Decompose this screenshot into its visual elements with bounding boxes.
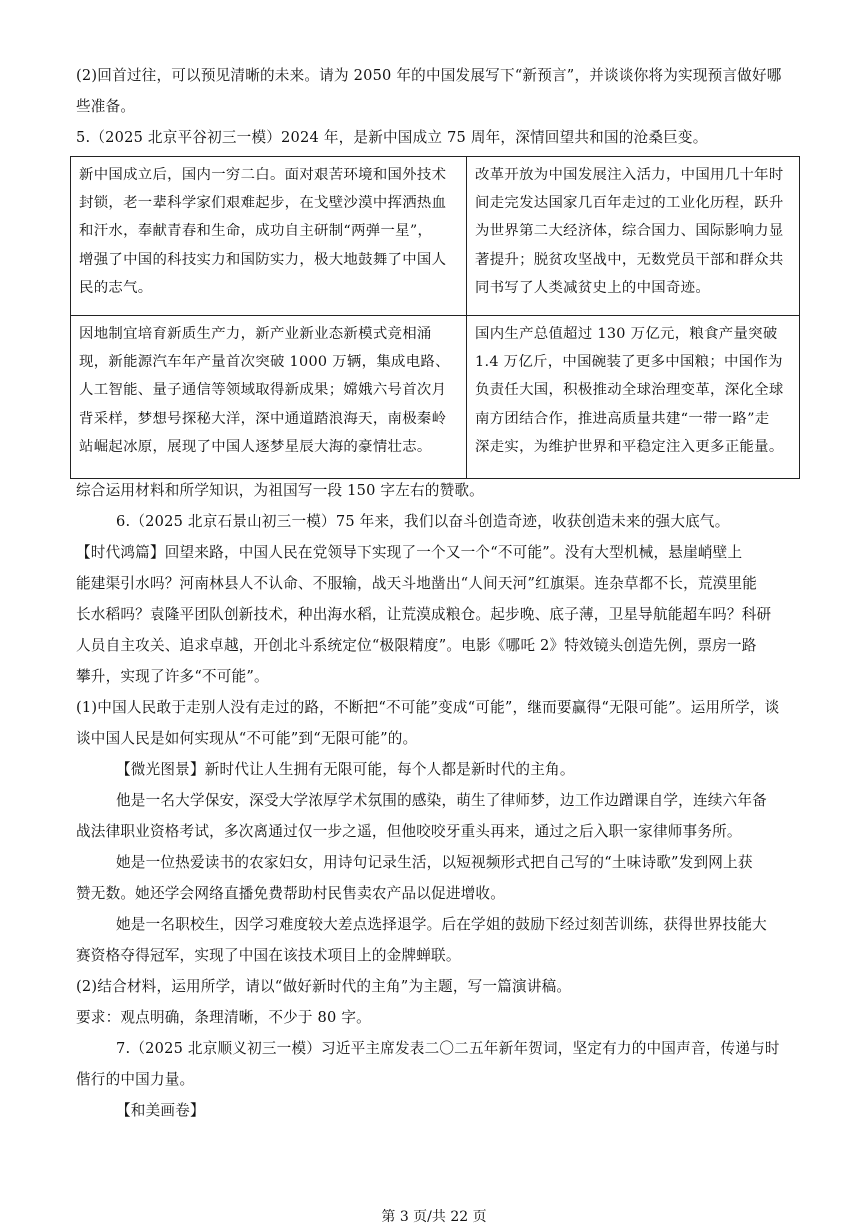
q6-farmer-line2: 赞无数。她还学会网络直播免费帮助村民售卖农产品以促进增收。 bbox=[76, 885, 506, 902]
q4-part2-line2: 些准备。 bbox=[76, 98, 136, 115]
q6-question2: (2)结合材料，运用所学，请以“做好新时代的主角”为主题，写一篇演讲稿。 bbox=[76, 978, 572, 995]
q7-intro-line1: 7.（2025 北京顺义初三一模）习近平主席发表二〇二五年新年贺词，坚定有力的中国声音，传递与时 bbox=[116, 1040, 780, 1057]
cell-line: 人工智能、量子通信等领域取得新成果；嫦娥六号首次月 bbox=[79, 382, 447, 399]
q6-era-line2: 能建渠引水吗？河南林县人不认命、不服输，战天斗地凿出“人间天河”红旗渠。连杂草都不长，荒漠里能 bbox=[76, 575, 758, 592]
cell-line: 背采样，梦想号探秘大洋，深中通道踏浪海天，南极秦岭 bbox=[79, 410, 447, 427]
q6-question1-line2: 谈中国人民是如何实现从“不可能”到“无限可能”的。 bbox=[76, 730, 418, 747]
cell-line: 民的志气。 bbox=[79, 279, 153, 296]
cell-line: 新中国成立后，国内一穷二白。面对艰苦环境和国外技术 bbox=[79, 167, 447, 183]
table-row bbox=[71, 316, 800, 479]
table-row bbox=[71, 157, 800, 316]
q5-material-table bbox=[70, 156, 800, 479]
page-footer: 第 3 页/共 22 页 bbox=[381, 1209, 487, 1225]
cell-line: 为世界第二大经济体，综合国力、国际影响力显 bbox=[475, 223, 784, 240]
q6-question1-line1: (1)中国人民敢于走别人没有走过的路，不断把“不可能”变成“可能”，继而要赢得“无限可能”。运用所学，谈 bbox=[76, 699, 780, 716]
cell-line: 深走实，为维护世界和平稳定注入更多正能量。 bbox=[475, 438, 784, 455]
q6-requirement: 要求：观点明确，条理清晰，不少于 80 字。 bbox=[76, 1009, 371, 1026]
q6-guard-line2: 战法律职业资格考试，多次离通过仅一步之遥，但他咬咬牙重头再来，通过之后入职一家律师事务所。 bbox=[76, 823, 742, 840]
cell-line: 国内生产总值超过 130 万亿元，粮食产量突破 bbox=[475, 326, 778, 342]
q6-farmer-line1: 她是一位热爱读书的农家妇女，用诗句记录生活，以短视频形式把自己写的“土味诗歌”发到网上获 bbox=[116, 854, 753, 871]
q7-section-heading: 【和美画卷】 bbox=[116, 1102, 205, 1119]
cell-line: 封锁，老一辈科学家们艰难起步，在戈壁沙漠中挥洒热血 bbox=[79, 195, 447, 212]
cell-line: 现，新能源汽车年产量首次突破 1000 万辆，集成电路、 bbox=[79, 354, 450, 371]
q6-era-line1: 【时代鸿篇】回望来路，中国人民在党领导下实现了一个又一个“不可能”。没有大型机械，悬崖峭壁上 bbox=[76, 544, 743, 561]
cell-line: 负责任大国，积极推动全球治理变革，深化全球 bbox=[475, 382, 784, 399]
q6-era-line5: 攀升，实现了许多“不可能”。 bbox=[76, 668, 269, 685]
table-cell-new-productivity bbox=[71, 316, 467, 479]
cell-line: 和汗水，奉献青春和生命，成功自主研制“两弹一星”， bbox=[79, 223, 433, 240]
cell-line: 南方团结合作，推进高质量共建“一带一路”走 bbox=[475, 410, 770, 427]
cell-line: 站崛起冰原，展现了中国人逐梦星辰大海的豪情壮志。 bbox=[79, 438, 432, 455]
cell-line: 因地制宜培育新质生产力，新产业新业态新模式竞相涌 bbox=[79, 326, 432, 342]
q6-era-line3: 长水稻吗？袁隆平团队创新技术，种出海水稻，让荒漠成粮仓。起步晚、底子薄，卫星导航能超车吗？科研 bbox=[76, 606, 772, 623]
cell-line: 间走完发达国家几百年走过的工业化历程，跃升 bbox=[475, 195, 784, 212]
q5-task: 综合运用材料和所学知识，为祖国写一段 150 字左右的赞歌。 bbox=[76, 482, 484, 499]
q5-intro: 5.（2025 北京平谷初三一模）2024 年，是新中国成立 75 周年，深情回望共和国的沧桑巨变。 bbox=[76, 129, 708, 146]
cell-line: 增强了中国的科技实力和国防实力，极大地鼓舞了中国人 bbox=[79, 251, 447, 268]
q6-student-line2: 赛资格夺得冠军，实现了中国在该技术项目上的金牌蝉联。 bbox=[76, 947, 461, 964]
cell-line: 著提升；脱贫攻坚战中，无数党员干部和群众共 bbox=[475, 251, 784, 268]
table-cell-gdp bbox=[467, 316, 800, 479]
cell-line: 改革开放为中国发展注入活力，中国用几十年时 bbox=[475, 167, 784, 183]
q6-guard-line1: 他是一名大学保安，深受大学浓厚学术氛围的感染，萌生了律师梦，边工作边蹭课自学，连续六年备 bbox=[116, 792, 767, 809]
q4-part2-line1: (2)回首过往，可以预见清晰的未来。请为 2050 年的中国发展写下“新预言”，并谈谈你将为实现预言做好哪 bbox=[76, 67, 782, 84]
table-cell-founding bbox=[71, 157, 467, 316]
q6-intro: 6.（2025 北京石景山初三一模）75 年来，我们以奋斗创造奇迹，收获创造未来的强大底气。 bbox=[116, 513, 730, 530]
q7-intro-line2: 偕行的中国力量。 bbox=[76, 1071, 195, 1088]
q6-glimmer-heading: 【微光图景】新时代让人生拥有无限可能，每个人都是新时代的主角。 bbox=[116, 761, 575, 778]
cell-line: 1.4 万亿斤，中国碗装了更多中国粮；中国作为 bbox=[475, 354, 783, 371]
q6-era-line4: 人员自主攻关、追求卓越，开创北斗系统定位“极限精度”。电影《哪吒 2》特效镜头创造先例，票房一路 bbox=[76, 637, 757, 654]
cell-line: 同书写了人类减贫史上的中国奇迹。 bbox=[475, 279, 711, 296]
table-cell-reform bbox=[467, 157, 800, 316]
q6-student-line1: 她是一名职校生，因学习难度较大差点选择退学。后在学姐的鼓励下经过刻苦训练，获得世界技能大 bbox=[116, 916, 767, 933]
